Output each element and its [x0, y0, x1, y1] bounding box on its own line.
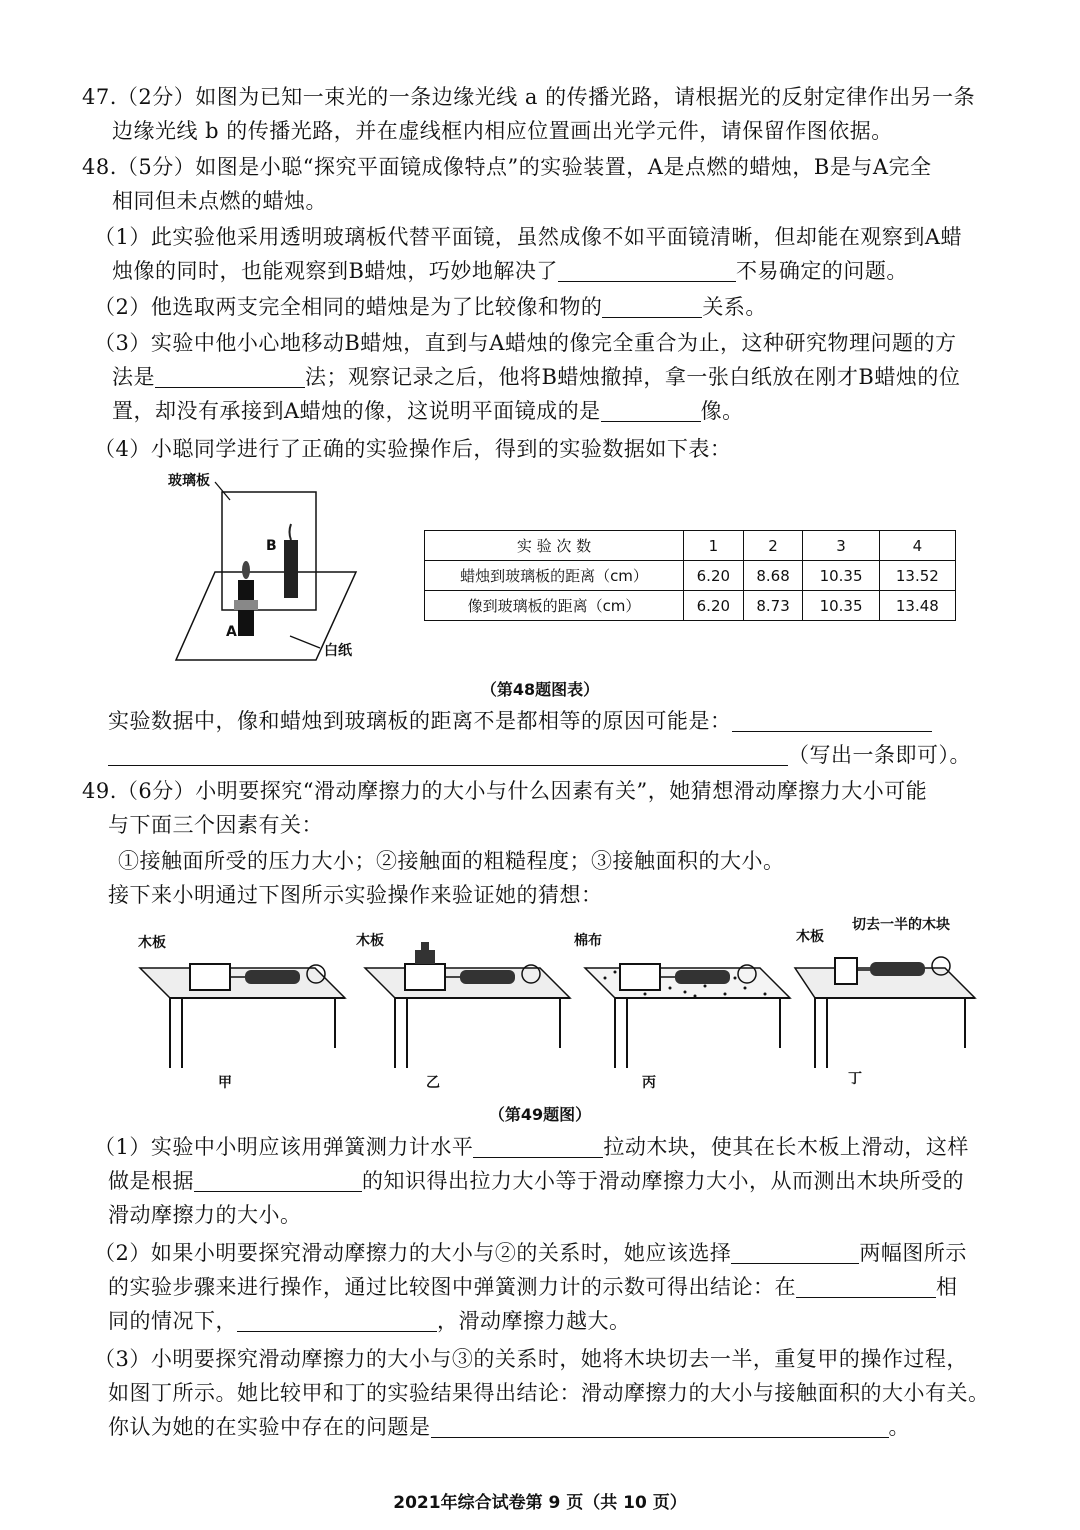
q48-figure-caption: （第48题图表） — [480, 680, 600, 699]
label-yi: 乙 — [426, 1075, 440, 1091]
page-footer: 2021年综合试卷第 9 页（共 10 页） — [393, 1493, 687, 1513]
label-cotton-cloth: 棉布 — [574, 933, 602, 949]
q49-part2-a: （2）如果小明要探究滑动摩擦力的大小与②的关系时，她应该选择 两幅图所示 — [94, 1241, 967, 1265]
q49-factors: ①接触面所受的压力大小；②接触面的粗糙程度；③接触面积的大小。 — [118, 849, 785, 873]
table-cell: 8.73 — [743, 591, 803, 621]
q48-part4: （4）小聪同学进行了正确的实验操作后，得到的实验数据如下表： — [94, 437, 732, 461]
q49-line-4: 接下来小明通过下图所示实验操作来验证她的猜想： — [108, 883, 603, 907]
table-row — [425, 561, 956, 591]
table-cell: 8.68 — [743, 561, 803, 591]
table-header-cell: 4 — [879, 531, 955, 561]
table-cell: 蜡烛到玻璃板的距离（cm） — [425, 561, 684, 591]
table-cell: 6.20 — [684, 561, 744, 591]
answer-blank[interactable] — [796, 1275, 936, 1298]
panel-jia-shape — [140, 964, 345, 1068]
answer-blank[interactable] — [731, 1241, 859, 1264]
panel-ding-shape — [795, 957, 975, 1068]
label-candle-b: B — [266, 538, 277, 554]
candle-b-shape — [284, 540, 298, 598]
label-wood-board-2: 木板 — [356, 933, 384, 949]
label-ding: 丁 — [848, 1071, 862, 1087]
panel-yi-shape — [365, 942, 570, 1068]
table-cell: 13.52 — [879, 561, 955, 591]
friction-experiment-figures — [130, 928, 990, 1078]
table-cell: 10.35 — [803, 561, 879, 591]
panel-bing-shape — [585, 964, 790, 1068]
answer-blank[interactable] — [194, 1169, 362, 1192]
answer-blank[interactable] — [732, 709, 932, 732]
answer-blank[interactable] — [473, 1135, 603, 1158]
q47-line-1: 47.（2分）如图为已知一束光的一条边缘光线 a 的传播光路，请根据光的反射定律作出另一条 — [82, 85, 976, 109]
answer-blank[interactable] — [601, 399, 701, 422]
answer-blank[interactable] — [558, 259, 736, 282]
q48-part3-b: 法是 法；观察记录之后，他将B蜡烛撤掉，拿一张白纸放在刚才B蜡烛的位 — [112, 365, 961, 389]
q49-part1-b: 做是根据 的知识得出拉力大小等于滑动摩擦力大小，从而测出木块所受的 — [108, 1169, 964, 1193]
q49-part2-b: 的实验步骤来进行操作，通过比较图中弹簧测力计的示数可得出结论：在 相 — [108, 1275, 958, 1299]
label-jia: 甲 — [218, 1075, 232, 1091]
experiment-data-table — [424, 530, 956, 621]
q49-part1-c: 滑动摩擦力的大小。 — [108, 1203, 302, 1227]
q49-part2-c: 同的情况下， ，滑动摩擦力越大。 — [108, 1309, 631, 1333]
label-bing: 丙 — [642, 1075, 656, 1091]
table-header-cell: 实 验 次 数 — [425, 531, 684, 561]
q49-line-2: 与下面三个因素有关： — [108, 813, 323, 837]
table-cell: 6.20 — [684, 591, 744, 621]
table-header-cell: 1 — [684, 531, 744, 561]
q48-part1-a: （1）此实验他采用透明玻璃板代替平面镜，虽然成像不如平面镜清晰，但却能在观察到A蜡 — [94, 225, 963, 249]
q48-reason-line-1: 实验数据中，像和蜡烛到玻璃板的距离不是都相等的原因可能是： — [108, 706, 932, 736]
q48-line-1: 48.（5分）如图是小聪“探究平面镜成像特点”的实验装置，A是点燃的蜡烛，B是与A完全 — [82, 155, 932, 179]
q49-part3-c: 你认为她的在实验中存在的问题是 。 — [108, 1415, 910, 1439]
q48-part1-b: 烛像的同时，也能观察到B蜡烛，巧妙地解决了 不易确定的问题。 — [112, 259, 908, 283]
label-white-paper: 白纸 — [324, 643, 352, 659]
label-wood-board-1: 木板 — [138, 935, 166, 951]
label-half-block: 切去一半的木块 — [852, 917, 950, 933]
answer-blank[interactable] — [237, 1309, 437, 1332]
answer-blank[interactable] — [431, 1415, 889, 1438]
answer-blank[interactable] — [108, 743, 788, 766]
label-wood-board-4: 木板 — [796, 929, 824, 945]
table-row — [425, 591, 956, 621]
q48-part3-a: （3）实验中他小心地移动B蜡烛，直到与A蜡烛的像完全重合为止，这种研究物理问题的方 — [94, 331, 957, 355]
q48-part2: （2）他选取两支完全相同的蜡烛是为了比较像和物的 关系。 — [94, 295, 767, 319]
q48-reason-line-2: （写出一条即可）。 — [108, 740, 971, 770]
answer-blank[interactable] — [155, 365, 305, 388]
table-cell: 像到玻璃板的距离（cm） — [425, 591, 684, 621]
table-header-row — [425, 531, 956, 561]
table-cell: 13.48 — [879, 591, 955, 621]
table-header-cell: 2 — [743, 531, 803, 561]
label-glass-plate: 玻璃板 — [168, 473, 210, 489]
q49-part3-b: 如图丁所示。她比较甲和丁的实验结果得出结论：滑动摩擦力的大小与接触面积的大小有关。 — [108, 1381, 990, 1405]
table-cell: 10.35 — [803, 591, 879, 621]
q48-line-2: 相同但未点燃的蜡烛。 — [112, 189, 327, 213]
q48-part3-c: 置，却没有承接到A蜡烛的像，这说明平面镜成的是 像。 — [112, 399, 744, 423]
q49-part1-a: （1）实验中小明应该用弹簧测力计水平 拉动木块，使其在长木板上滑动，这样 — [94, 1135, 969, 1159]
answer-blank[interactable] — [602, 295, 702, 318]
q49-part3-a: （3）小明要探究滑动摩擦力的大小与③的关系时，她将木块切去一半，重复甲的操作过程， — [94, 1347, 968, 1371]
q47-line-2: 边缘光线 b 的传播光路，并在虚线框内相应位置画出光学元件，请保留作图依据。 — [112, 119, 893, 143]
q49-line-1: 49.（6分）小明要探究“滑动摩擦力的大小与什么因素有关”，她猜想滑动摩擦力大小可能 — [82, 779, 928, 803]
table-header-cell: 3 — [803, 531, 879, 561]
label-candle-a: A — [226, 624, 237, 640]
q49-figure-caption: （第49题图） — [488, 1105, 592, 1124]
